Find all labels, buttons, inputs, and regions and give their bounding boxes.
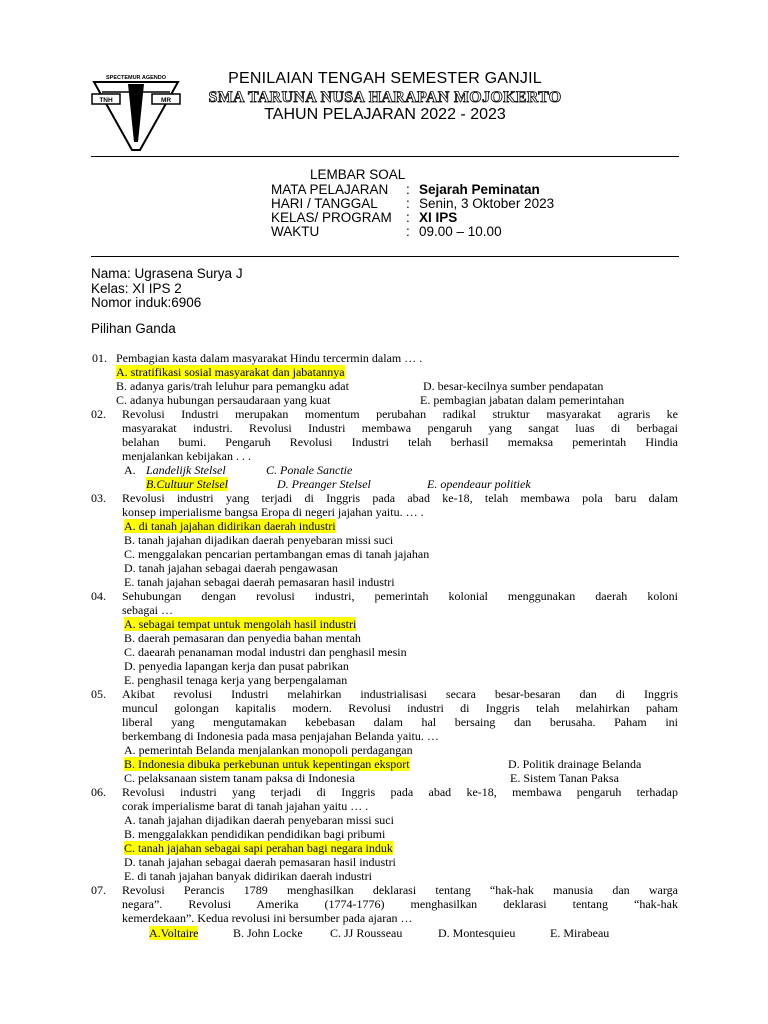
question-text-line: kemerdekaan”. Kedua revolusi ini bersumber pada ajaran … xyxy=(122,911,413,925)
answer-option: E. Sistem Tanan Paksa xyxy=(510,771,619,785)
answer-option: B. John Locke xyxy=(233,926,303,940)
answer-option: A. tanah jajahan dijadikan daerah penyebaran missi suci xyxy=(124,813,394,827)
info-label: HARI / TANGGAL xyxy=(271,196,378,211)
question-text: Pembagian kasta dalam masyarakat Hindu tercermin dalam … . xyxy=(116,351,423,365)
question-text-line: masyarakat industri. Revolusi Industri membawa pengaruh yang sangat luas di berbagai xyxy=(122,421,678,435)
info-colon: : xyxy=(406,196,410,211)
answer-option: E. penghasil tenaga kerja yang berpengalaman xyxy=(124,673,348,687)
answer-option: D. Preanger Stelsel xyxy=(277,477,371,491)
answer-option: D. tanah jajahan sebagai daerah pengawasan xyxy=(124,561,338,575)
question-text-line: Revolusi industri yang terjadi di Inggris pada abad ke-18, telah membawa pola baru dalam xyxy=(122,491,678,505)
logo-right-label: MR xyxy=(160,97,172,104)
answer-option: C. pelaksanaan sistem tanam paksa di Indonesia xyxy=(124,771,355,785)
info-label: MATA PELAJARAN xyxy=(271,182,389,197)
question-text-line: belahan bumi. Pengaruh Revolusi Industri telah berhasil memaksa pemerintah Hindia xyxy=(122,435,678,449)
answer-option: Landelijk Stelsel xyxy=(146,463,226,477)
school-name: SMA TARUNA NUSA HARAPAN MOJOKERTO xyxy=(208,89,562,106)
answer-option: A. pemerintah Belanda menjalankan monopoli perdagangan xyxy=(124,743,413,757)
question-number: 04. xyxy=(91,589,106,603)
answer-option: A. sebagai tempat untuk mengolah hasil industri xyxy=(124,617,357,631)
question-text-line: sebagai … xyxy=(122,603,173,617)
header-divider xyxy=(91,156,679,157)
answer-option: B.Cultuur Stelsel xyxy=(146,477,228,491)
answer-option: E. Mirabeau xyxy=(550,926,610,940)
answer-option: B. daerah pemasaran dan penyedia bahan mentah xyxy=(124,631,361,645)
answer-option: C. Ponale Sanctie xyxy=(266,463,353,477)
section-title: Pilihan Ganda xyxy=(91,321,176,336)
question-number: 05. xyxy=(91,687,106,701)
answer-option: B. menggalakkan pendidikan pendidikan bagi pribumi xyxy=(124,827,386,841)
answer-option: D. Politik drainage Belanda xyxy=(508,757,642,771)
info-colon: : xyxy=(406,182,410,197)
question-number: 07. xyxy=(91,883,106,897)
question-text-line: Revolusi Industri merupakan momentum perubahan radikal struktur masyarakat agraris ke xyxy=(122,407,678,421)
date-value: Senin, 3 Oktober 2023 xyxy=(419,196,555,211)
answer-option: C. tanah jajahan sebagai sapi perahan bagi negara induk xyxy=(124,841,393,855)
student-name: Nama: Ugrasena Surya J xyxy=(91,266,243,281)
info-colon: : xyxy=(406,224,410,239)
answer-option: A.Voltaire xyxy=(149,926,199,940)
answer-option: C. menggalakan pencarian pertambangan emas di tanah jajahan xyxy=(124,547,430,561)
answer-option: E. pembagian jabatan dalam pemerintahan xyxy=(420,393,625,407)
answer-option: D. tanah jajahan sebagai daerah pemasaran hasil industri xyxy=(124,855,396,869)
question-text-line: menjalankan kebijakan . . . xyxy=(122,449,251,463)
sheet-heading: LEMBAR SOAL xyxy=(310,167,406,182)
info-colon: : xyxy=(406,210,410,225)
answer-option: C. adanya hubungan persaudaraan yang kuat xyxy=(116,393,331,407)
class-value: XI IPS xyxy=(419,210,458,225)
question-text-line: corak imperialisme barat di tanah jajahan yaitu … . xyxy=(122,799,369,813)
info-divider xyxy=(91,256,679,257)
question-text-line: konsep imperialisme bangsa Eropa di negeri jajahan yaitu. … . xyxy=(122,505,424,519)
logo-left-label: TNH xyxy=(99,97,113,104)
answer-option-prefix: A. xyxy=(124,463,136,477)
question-text-line: berkembang di Indonesia pada masa penjajahan Belanda yaitu. … xyxy=(122,729,439,743)
question-text-line: Sehubungan dengan revolusi industri, pemerintah kolonial menggunakan daerah koloni xyxy=(122,589,678,603)
academic-year: TAHUN PELAJARAN 2022 - 2023 xyxy=(264,106,506,123)
answer-option: B. tanah jajahan dijadikan daerah penyebaran missi suci xyxy=(124,533,394,547)
question-text-line: muncul golongan kapitalis modern. Revolusi industri di Inggris telah melahirkan paham xyxy=(122,701,678,715)
question-text-line: Revolusi Perancis 1789 menghasilkan deklarasi tentang “hak-hak manusia dan warga xyxy=(122,883,678,897)
question-text-line: negara”. Revolusi Amerika (1774-1776) menghasilkan deklarasi tentang “hak-hak xyxy=(122,897,678,911)
answer-option: B. adanya garis/trah leluhur para pemangku adat xyxy=(116,379,349,393)
question-number: 03. xyxy=(91,491,106,505)
question-number: 02. xyxy=(91,407,106,421)
answer-option: D. Montesquieu xyxy=(438,926,516,940)
answer-option: D. besar-kecilnya sumber pendapatan xyxy=(423,379,604,393)
info-label: WAKTU xyxy=(271,224,320,239)
answer-option: A. di tanah jajahan didirikan daerah industri xyxy=(124,519,336,533)
question-number: 01. xyxy=(92,351,107,365)
answer-option: B. Indonesia dibuka perkebunan untuk kepentingan eksport xyxy=(124,757,410,771)
answer-option: E. opendeaur politiek xyxy=(427,477,531,491)
question-text-line: liberal yang mengutamakan kebebasan dalam hal bersaing dan berusaha. Paham ini xyxy=(122,715,678,729)
answer-option: C. daearah penanaman modal industri dan penghasil mesin xyxy=(124,645,407,659)
answer-option: E. tanah jajahan sebagai daerah pemasaran hasil industri xyxy=(124,575,395,589)
exam-title: PENILAIAN TENGAH SEMESTER GANJIL xyxy=(228,70,542,87)
info-label: KELAS/ PROGRAM xyxy=(271,210,392,225)
answer-option: D. penyedia lapangan kerja dan pusat pabrikan xyxy=(124,659,349,673)
answer-option: E. di tanah jajahan banyak didirikan daerah industri xyxy=(124,869,372,883)
logo-motto: SPECTEMUR AGENDO xyxy=(106,75,166,81)
answer-option: A. stratifikasi sosial masyarakat dan jabatannya xyxy=(116,365,345,379)
school-logo xyxy=(88,70,184,152)
subject-value: Sejarah Peminatan xyxy=(419,182,540,197)
answer-option: C. JJ Rousseau xyxy=(330,926,403,940)
question-text-line: Revolusi industri yang terjadi di Inggris pada abad ke-18, membawa pengaruh terhadap xyxy=(122,785,678,799)
question-number: 06. xyxy=(91,785,106,799)
student-id: Nomor induk:6906 xyxy=(91,295,202,310)
question-text-line: Akibat revolusi Industri melahirkan industrialisasi secara besar-besaran dan di Inggris xyxy=(122,687,678,701)
time-value: 09.00 – 10.00 xyxy=(419,224,502,239)
student-class: Kelas: XI IPS 2 xyxy=(91,281,182,296)
